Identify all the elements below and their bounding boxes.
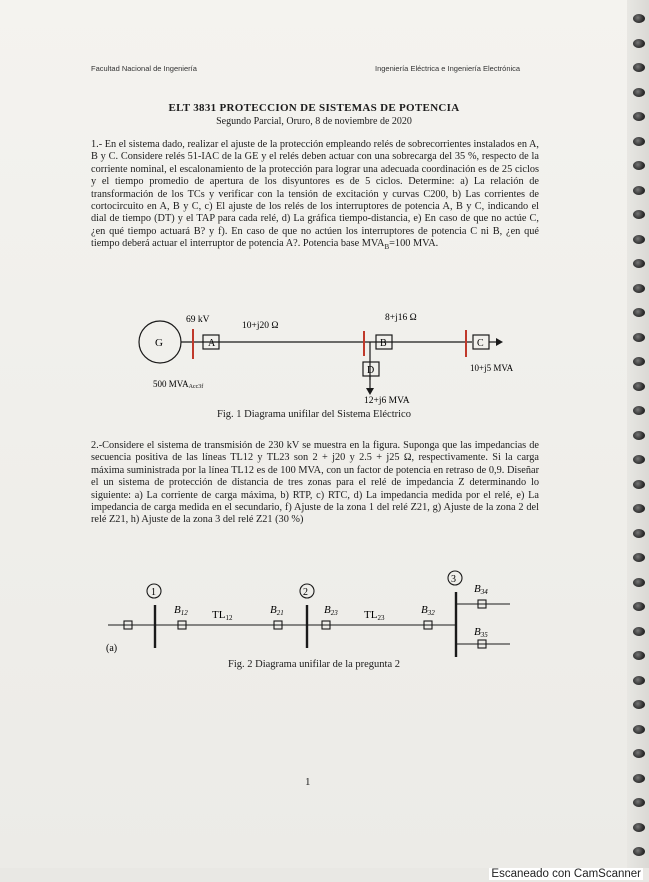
binding-ring-icon (633, 847, 645, 856)
bus-1-label: 1 (151, 587, 156, 598)
binding-ring-icon (633, 774, 645, 783)
binding-ring-icon (633, 431, 645, 440)
breaker-a-label: A (208, 338, 216, 349)
document-subtitle: Segundo Parcial, Oruro, 8 de noviembre de 2020 (216, 116, 412, 127)
binding-ring-icon (633, 406, 645, 415)
binding-ring-icon (633, 210, 645, 219)
voltage-label: 69 kV (186, 315, 210, 325)
binding-ring-icon (633, 504, 645, 513)
header-right: Ingeniería Eléctrica e Ingeniería Electrónica (375, 64, 521, 73)
figure-2-a-label: (a) (106, 643, 118, 654)
binding-ring-icon (633, 602, 645, 611)
load-impedance-label: 8+j16 Ω (385, 313, 417, 323)
b34-label: B34 (474, 583, 488, 596)
line-impedance-label: 10+j20 Ω (242, 321, 279, 331)
binding-ring-icon (633, 725, 645, 734)
b32-label: B32 (421, 604, 435, 617)
b21-label: B21 (270, 604, 284, 617)
b12-label: B12 (174, 604, 188, 617)
problem-1-text: 1.- En el sistema dado, realizar el ajuste de la protección empleando relés de sobrecorrientes instalados en A, B y C. Considere relés 51-IAC de la GE y el relés deben actuar con una sobrecarga del 35 %, respecto de la corriente nominal, el escalonamiento de la protección para lograr una adecuada coordinación es de 25 ciclos y el tiempo promedio de apertura de los disyuntores es de 5 ciclos. Determine: a) La relación de transformación de los TCs y verificar con la tensión de excitación y curvas C200, b) Las corrientes de cortocircuito en A, B y C, c) El ajuste de los relés de los interruptores de potencia A, B y C, indicando el dial de tiempo (DT) y el TAP para cada relé, d) La gráfica tiempo-distancia, e) En caso de que no actúe C, ¿en qué tiempo actuará B? y f). En caso de que no actúen los interruptores de potencia C ni B, ¿en qué tiempo deberá actuar el interruptor de potencia A?. Potencia base $MVA_B=100$ MVA. (91, 139, 539, 252)
short-circuit-label: 500 MVAAcc3f (153, 379, 204, 390)
binding-ring-icon (633, 627, 645, 636)
camscanner-watermark: Escaneado con CamScanner (491, 868, 641, 880)
bus-3-label: 3 (451, 574, 456, 585)
load-d-label: 12+j6 MVA (364, 396, 410, 406)
binding-ring-icon (633, 284, 645, 293)
binding-ring-icon (633, 235, 645, 244)
binding-ring-icon (633, 798, 645, 807)
binding-ring-icon (633, 333, 645, 342)
binding-ring-icon (633, 186, 645, 195)
binding-ring-icon (633, 480, 645, 489)
binding-ring-icon (633, 578, 645, 587)
document-title: ELT 3831 PROTECCION DE SISTEMAS DE POTENCIA (168, 102, 460, 114)
page-number: 1 (305, 776, 311, 788)
breaker-b-label: B (380, 338, 387, 349)
binding-ring-icon (633, 749, 645, 758)
binding-ring-icon (633, 39, 645, 48)
binding-ring-icon (633, 308, 645, 317)
binding-ring-icon (633, 823, 645, 832)
binding-ring-icon (633, 382, 645, 391)
figure-1-caption: Fig. 1 Diagrama unifilar del Sistema Eléctrico (217, 409, 411, 420)
binding-ring-icon (633, 137, 645, 146)
b23-label: B23 (324, 604, 338, 617)
binding-ring-icon (633, 651, 645, 660)
breaker-d-label: D (367, 365, 375, 376)
binding-ring-icon (633, 455, 645, 464)
problem-1-body: 1.- En el sistema dado, realizar el ajuste de la protección empleando relés de sobrecorrientes instalados en A, B y C. Considere relés 51-IAC de la GE y el relés deben actuar con una sobrecarga del 35 %, respecto de la corriente nominal, el escalonamiento de la protección para lograr una adecuada coordinación es de 25 ciclos y el tiempo promedio de apertura de los disyuntores es de 5 ciclos. Determine: a) La relación de transformación de los TCs y verificar con la tensión de excitación y curvas C200, b) Las corrientes de cortocircuito en A, B y C, c) El ajuste de los relés de los interruptores de potencia A, B y C, indicando el dial de tiempo (DT) y el TAP para cada relé, d) La gráfica tiempo-distancia, e) En caso de que no actúe C, ¿en qué tiempo actuará B? y f). En caso de que no actúen los interruptores de potencia C ni B, ¿en qué tiempo deberá actuar el interruptor de potencia A?. Potencia base MVA (91, 139, 539, 250)
generator-label: G (155, 337, 163, 349)
load-c-label: 10+j5 MVA (470, 363, 514, 373)
binding-ring-icon (633, 161, 645, 170)
binding-ring-icon (633, 259, 645, 268)
bus-2-label: 2 (303, 587, 308, 598)
problem-2-text: 2.-Considere el sistema de transmisión de 230 kV se muestra en la figura. Suponga que las impedancias de secuencia positiva de las líneas TL12 y TL23 son 2 + j20 y 2.5 + j25 Ω, respectivamente. Si la carga máxima suministrada por la línea TL12 es de 100 MVA, con un factor de potencia en retraso de 0,9. Diseñar el un sistema de protección de distancia de tres zonas para el relé de impedancia Z determinando lo siguiente: a) La corriente de carga máxima, b) RTP, c) RTC, d) La impedancia medida por el relé, e) La impedancia de carga medida en el secundario, f) Ajuste de la zona 1 del relé Z21, g) Ajuste de la zona 2 del relé Z21, h) Ajuste de la zona 3 del relé Z21 (30 %) (91, 440, 539, 526)
binding-ring-icon (633, 14, 645, 23)
binding-ring-icon (633, 700, 645, 709)
binding-ring-icon (633, 529, 645, 538)
figure-2-caption: Fig. 2 Diagrama unifilar de la pregunta 2 (227, 659, 401, 670)
binding-ring-icon (633, 553, 645, 562)
tl23-label: TL23 (364, 609, 385, 622)
binding-ring-icon (633, 357, 645, 366)
binding-rings (627, 0, 649, 868)
binding-ring-icon (633, 676, 645, 685)
binding-ring-icon (633, 112, 645, 121)
header-left: Facultad Nacional de Ingeniería (91, 64, 197, 73)
binding-ring-icon (633, 88, 645, 97)
binding-ring-icon (633, 63, 645, 72)
tl12-label: TL12 (212, 609, 233, 622)
b35-label: B35 (474, 626, 488, 639)
breaker-c-label: C (477, 338, 484, 349)
